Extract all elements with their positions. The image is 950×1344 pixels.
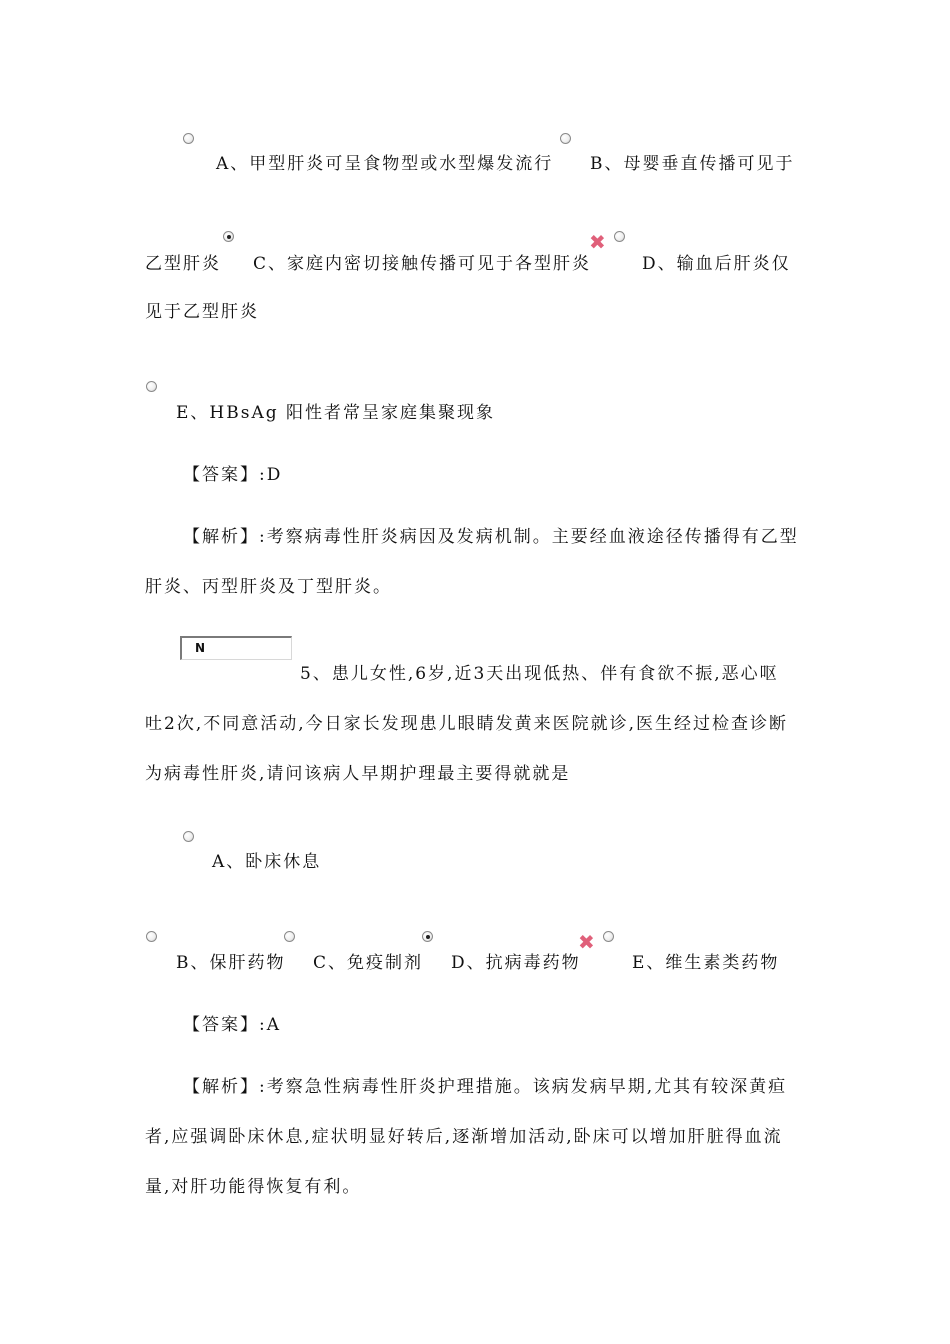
q4-option-d-radio[interactable] (614, 231, 625, 242)
q5-answer: 【答案】:A (183, 1015, 282, 1035)
q5-analysis-line-2: 者,应强调卧床休息,症状明显好转后,逐渐增加活动,卧床可以增加肝脏得血流 (145, 1127, 783, 1147)
q4-answer: 【答案】:D (183, 465, 283, 485)
wrong-answer-icon: ✖ (589, 230, 606, 254)
q5-stem-line-1: 5、患儿女性,6岁,近3天出现低热、伴有食欲不振,恶心呕 (300, 664, 779, 684)
q4-option-d-label-cont: 见于乙型肝炎 (145, 302, 259, 322)
q5-option-e-label: E、维生素类药物 (632, 953, 780, 973)
q5-option-d-radio-selected[interactable] (422, 931, 433, 942)
q5-option-b-radio[interactable] (146, 931, 157, 942)
q4-option-e-label: E、HBsAg 阳性者常呈家庭集聚现象 (176, 403, 496, 423)
q4-option-e-radio[interactable] (146, 381, 157, 392)
q4-option-a-radio[interactable] (183, 133, 194, 144)
q4-option-d-label: D、输血后肝炎仅 (642, 254, 791, 274)
q5-analysis-line-3: 量,对肝功能得恢复有利。 (145, 1177, 362, 1197)
q5-analysis-line-1: 【解析】:考察急性病毒性肝炎护理措施。该病发病早期,尤其有较深黄疸 (183, 1077, 788, 1097)
q5-stem-line-2: 吐2次,不同意活动,今日家长发现患儿眼睛发黄来医院就诊,医生经过检查诊断 (145, 714, 789, 734)
q5-option-c-label: C、免疫制剂 (313, 953, 424, 973)
q4-option-b-radio[interactable] (560, 133, 571, 144)
q5-answer-input[interactable]: N (180, 636, 292, 660)
q5-option-b-label: B、保肝药物 (176, 953, 286, 973)
q5-option-d-label: D、抗病毒药物 (451, 953, 581, 973)
q5-option-c-radio[interactable] (284, 931, 295, 942)
q4-option-c-label: C、家庭内密切接触传播可见于各型肝炎 (253, 254, 592, 274)
q4-option-b-label-cont: 乙型肝炎 (145, 254, 221, 274)
q4-option-c-radio-selected[interactable] (223, 231, 234, 242)
q5-option-a-radio[interactable] (183, 831, 194, 842)
q5-stem-line-3: 为病毒性肝炎,请问该病人早期护理最主要得就就是 (145, 764, 571, 784)
q5-option-e-radio[interactable] (603, 931, 614, 942)
q5-option-a-label: A、卧床休息 (212, 852, 322, 872)
q4-analysis-line-2: 肝炎、丙型肝炎及丁型肝炎。 (145, 577, 392, 597)
q4-option-a-label: A、甲型肝炎可呈食物型或水型爆发流行 (216, 154, 554, 174)
q4-analysis-line-1: 【解析】:考察病毒性肝炎病因及发病机制。主要经血液途径传播得有乙型 (183, 527, 799, 547)
q4-option-b-label: B、母婴垂直传播可见于 (590, 154, 795, 174)
wrong-answer-icon: ✖ (578, 930, 595, 954)
